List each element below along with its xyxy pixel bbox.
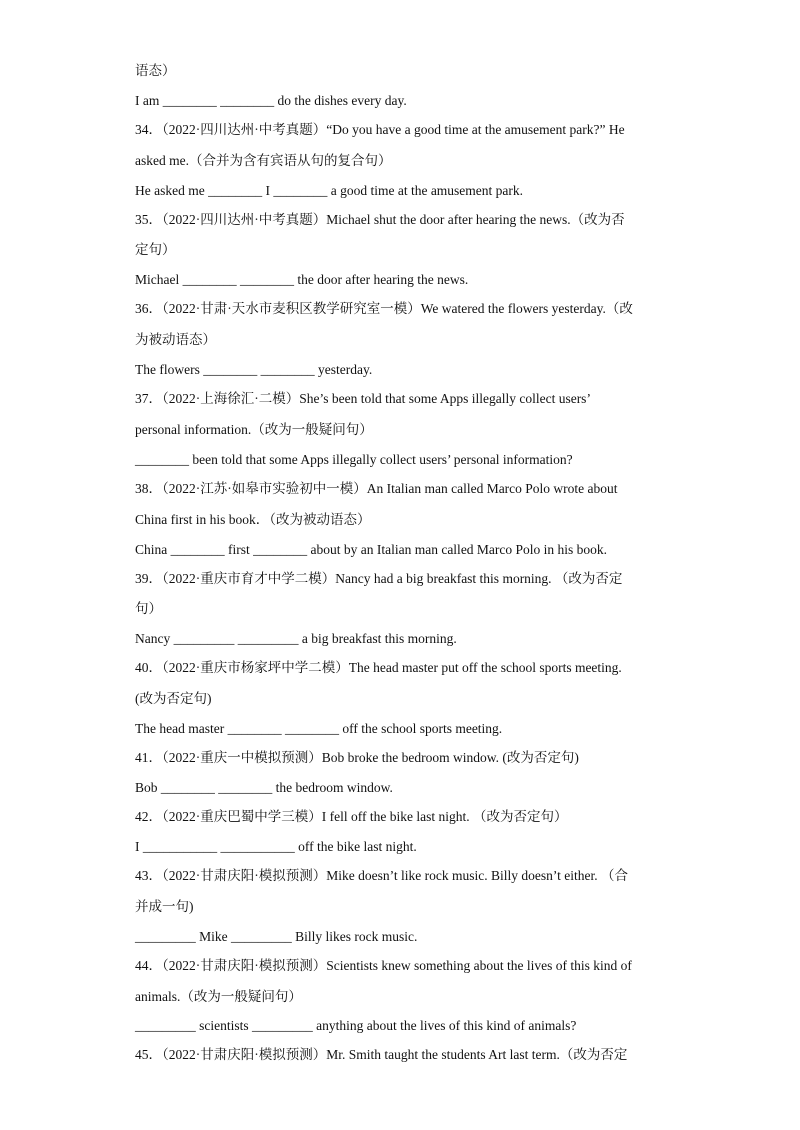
text-line: 句） (135, 601, 162, 616)
answer-line: China ________ first ________ about by an Italian man called Marco Polo in his book. (135, 542, 608, 557)
text-line: 为被动语态） (135, 332, 216, 347)
answer-line: He asked me ________ I ________ a good time at the amusement park. (135, 183, 524, 198)
answer-line: Nancy _________ _________ a big breakfast this morning. (135, 631, 457, 646)
answer-line: I ___________ ___________ off the bike last night. (135, 839, 417, 854)
question-42: 42．（2022·重庆巴蜀中学三模）I fell off the bike last night. （改为否定句） (135, 809, 568, 824)
text-line: 语态） (135, 63, 176, 78)
question-36: 36．（2022·甘肃·天水市麦积区教学研究室一模）We watered the flowers yesterday.（改 (135, 301, 633, 316)
question-38: 38．（2022·江苏·如皋市实验初中一模）An Italian man called Marco Polo wrote about (135, 481, 618, 496)
question-41: 41．（2022·重庆一中模拟预测）Bob broke the bedroom window. (改为否定句) (135, 750, 579, 765)
text-line: (改为否定句) (135, 691, 212, 706)
question-37: 37．（2022·上海徐汇·二模）She’s been told that some Apps illegally collect users’ (135, 391, 591, 406)
answer-line: The head master ________ ________ off the school sports meeting. (135, 721, 503, 736)
text-line: 并成一句) (135, 899, 194, 914)
question-39: 39．（2022·重庆市育才中学二模）Nancy had a big breakfast this morning. （改为否定 (135, 571, 623, 586)
text-line: 定句） (135, 242, 176, 257)
text-line: animals.（改为一般疑问句） (135, 989, 302, 1004)
answer-line: The flowers ________ ________ yesterday. (135, 362, 373, 377)
text-line: asked me.（合并为含有宾语从句的复合句） (135, 153, 392, 168)
answer-line: _________ Mike _________ Billy likes rock music. (135, 929, 418, 944)
text-line: personal information.（改为一般疑问句） (135, 422, 373, 437)
answer-line: _________ scientists _________ anything about the lives of this kind of animals? (135, 1018, 577, 1033)
text-line: China first in his book．（改为被动语态） (135, 512, 371, 527)
question-44: 44．（2022·甘肃庆阳·模拟预测）Scientists knew something about the lives of this kind of (135, 958, 632, 973)
answer-line: I am ________ ________ do the dishes every day. (135, 93, 407, 108)
question-43: 43．（2022·甘肃庆阳·模拟预测）Mike doesn’t like rock music. Billy doesn’t either. （合 (135, 868, 628, 883)
answer-line: Michael ________ ________ the door after hearing the news. (135, 272, 469, 287)
question-34: 34．（2022·四川达州·中考真题）“Do you have a good time at the amusement park?” He (135, 122, 625, 137)
question-35: 35．（2022·四川达州·中考真题）Michael shut the door after hearing the news.（改为否 (135, 212, 625, 227)
answer-line: ________ been told that some Apps illegally collect users’ personal information? (135, 452, 573, 467)
question-45: 45．（2022·甘肃庆阳·模拟预测）Mr. Smith taught the students Art last term.（改为否定 (135, 1047, 628, 1062)
question-40: 40．（2022·重庆市杨家坪中学二模）The head master put off the school sports meeting. (135, 660, 622, 675)
answer-line: Bob ________ ________ the bedroom window. (135, 780, 393, 795)
